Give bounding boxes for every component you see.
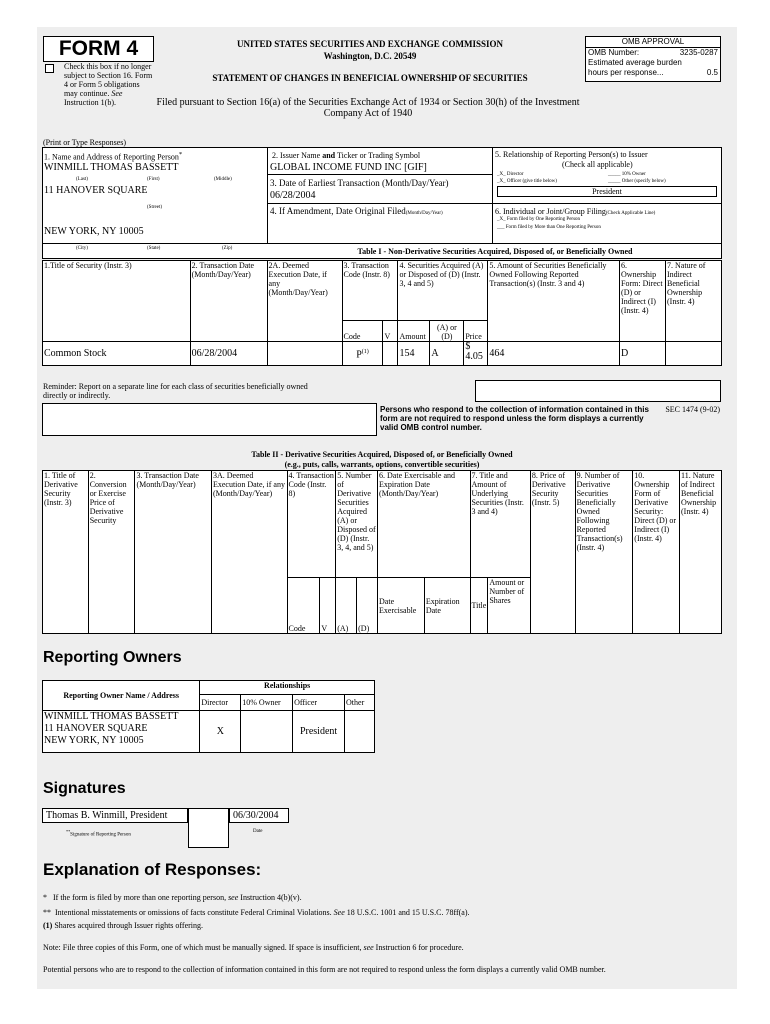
t1-form: D [620,342,666,366]
signature-name: Thomas B. Winmill, President [46,810,168,821]
t2-h-nature: 11. Nature of Indirect Beneficial Ownership (Instr. 4) [680,471,722,634]
zip-label: (Zip) [222,246,233,251]
t1-h-deemed: 2A. Deemed Execution Date, if any (Month/Day/Year) [267,261,342,342]
street-label: (Street) [147,205,162,210]
omb-number-label: OMB Number: [588,48,640,57]
t1-price: $ 4.05 [464,342,488,366]
first-label: (First) [147,177,160,182]
ro-h-10pct: 10% Owner [241,695,293,711]
t2-h-form: 10. Ownership Form of Derivative Security: Direct (D) or Indirect (I) (Instr. 4) [633,471,680,634]
ro-h-director: Director [200,695,241,711]
t2-h-underlying: 7. Title and Amount of Underlying Securities (Instr. 3 and 4) [470,471,530,578]
last-label: (Last) [76,177,88,182]
t1-security: Common Stock [43,342,191,366]
ro-h-other: Other [345,695,375,711]
t1-h-nature: 7. Nature of Indirect Beneficial Ownership (Instr. 4) [666,261,722,342]
explanation-potential: Potential persons who are to respond to the collection of information contained in this form are not required to respond unless the form displays a currently valid OMB number. [43,965,606,974]
ro-h-name: Reporting Owner Name / Address [43,681,200,711]
city-label: (City) [76,246,88,251]
amendment-label: 4. If Amendment, Date Original Filed(Month/Day/Year) [270,206,443,216]
ro-h-officer: Officer [293,695,345,711]
t2-h-title-sub: Title [470,578,488,634]
t1-deemed [267,342,342,366]
individual-filing-opt2: ___ Form filed by More than One Reporting Person [497,225,601,230]
omb-number: 3235-0287 [679,48,718,57]
no-longer-subject-checkbox[interactable] [45,64,54,73]
table2 [42,470,722,634]
t2-h-deemed: 3A. Deemed Execution Date, if any (Month/Day/Year) [211,471,287,634]
omb-title: OMB APPROVAL [586,37,720,48]
t1-h-code: 3. Transaction Code (Instr. 8) [342,261,398,321]
checkbox-text: Check this box if no longer subject to Section 16. Form 4 or Form 5 obligations may continue. See Instruction 1(b). [64,62,153,107]
t1-h-acquired: 4. Securities Acquired (A) or Disposed of (D) (Instr. 3, 4 and 5) [398,261,488,321]
t1-h-aord: (A) or (D) [430,321,464,342]
ro-h-relationships: Relationships [200,681,375,695]
agency-city: Washington, D.C. 20549 [323,51,417,61]
t1-amount: 154 [398,342,430,366]
table2-title: Table II - Derivative Securities Acquired, Disposed of, or Beneficially Owned [251,450,513,459]
ro-other [345,711,375,753]
state-label: (State) [147,246,161,251]
omb-approval-box [585,36,721,82]
individual-filing-opt1: _X_ Form filed by One Reporting Person [497,217,581,222]
t1-h-price: Price [464,321,488,342]
t1-code-footnote[interactable]: (1) [361,348,369,355]
middle-label: (Middle) [214,177,232,182]
omb-hours: 0.5 [706,68,718,77]
explanation-line-1: * If the form is filed by more than one reporting person, see Instruction 4(b)(v). [43,893,302,902]
t2-h-d: (D) [357,578,378,634]
persons-notice: Persons who respond to the collection of information contained in this form are not required to respond unless the form displays a currently valid OMB control number. [380,405,649,432]
reporting-owners-heading: Reporting Owners [43,649,182,666]
signature-spacer-box [188,808,229,848]
reporting-person-city: NEW YORK, NY 10005 [44,226,144,237]
t1-date: 06/28/2004 [190,342,267,366]
t2-h-conversion: 2. Conversion or Exercise Price of Derivative Security [88,471,135,634]
relationship-title: President [497,186,717,197]
t1-h-v: V [383,321,398,342]
relationship-other: _____ Other (specify below) [608,179,666,184]
reporting-person-street: 11 HANOVER SQUARE [44,185,148,196]
t1-aord: A [430,342,464,366]
sec-number: SEC 1474 (9-02) [665,405,720,414]
relationship-officer: _X_ Officer (give title below) [497,179,557,184]
left-blank-box [42,403,377,436]
t2-h-owned: 9. Number of Derivative Securities Beneficially Owned Following Reported Transaction(s) (Instr. 4) [575,471,633,634]
earliest-transaction-label: 3. Date of Earliest Transaction (Month/Day/Year) [270,178,449,188]
earliest-transaction-value: 06/28/2004 [270,190,316,201]
reporting-owners-table [42,680,375,753]
ro-officer: President [293,711,345,753]
table1-title: Table I - Non-Derivative Securities Acquired, Disposed of, or Beneficially Owned [357,247,633,256]
explanation-line-2: ** Intentional misstatements or omissions of facts constitute Federal Criminal Violations. See 18 U.S.C. 1001 and 15 U.S.C. 78ff(a). [43,908,470,917]
t2-h-exercisable: 6. Date Exercisable and Expiration Date (Month/Day/Year) [378,471,470,578]
t2-h-code-sub: Code [287,578,320,634]
signature-date: 06/30/2004 [233,810,279,821]
date-label: Date [253,829,263,834]
t2-h-date: 3. Transaction Date (Month/Day/Year) [135,471,212,634]
t1-h-amount: Amount [398,321,430,342]
signatures-heading: Signatures [43,780,126,797]
omb-hours-label: hours per response... [588,68,664,77]
reminder-blank-box [475,380,721,402]
t2-h-code: 4. Transaction Code (Instr. 8) [287,471,336,578]
ro-owner: WINMILL THOMAS BASSETT 11 HANOVER SQUARE NEW YORK, NY 10005 [43,711,200,753]
t1-nature [666,342,722,366]
t2-h-title: 1. Title of Derivative Security (Instr. 3) [43,471,89,634]
signature-label: **Signature of Reporting Person [66,829,131,838]
issuer-value: GLOBAL INCOME FUND INC [GIF] [270,162,427,173]
print-type-note: (Print or Type Responses) [43,138,127,147]
t1-h-code-sub: Code [342,321,383,342]
explanation-heading: Explanation of Responses: [43,860,262,879]
t1-h-owned: 5. Amount of Securities Beneficially Owned Following Reported Transaction(s) (Instr. 3 and 4) [488,261,620,342]
t2-h-date-ex: Date Exercisable [378,578,425,634]
reporting-person-label: 1. Name and Address of Reporting Person* [44,151,183,162]
filed-pursuant: Filed pursuant to Section 16(a) of the Securities Exchange Act of 1934 or Section 30(h) of the Investment Company Act of 1940 [156,97,580,119]
explanation-line-3: (1) Shares acquired through Issuer rights offering. [43,921,204,930]
ro-10pct [241,711,293,753]
relationship-director: _X_ Director [497,172,524,177]
t2-h-price: 8. Price of Derivative Security (Instr. 5) [530,471,575,634]
t1-owned: 464 [488,342,620,366]
statement-title: STATEMENT OF CHANGES IN BENEFICIAL OWNERSHIP OF SECURITIES [212,73,528,83]
omb-estimated: Estimated average burden [588,58,682,67]
form-title-box [43,36,154,62]
t1-v [383,342,398,366]
agency-name: UNITED STATES SECURITIES AND EXCHANGE COMMISSION [237,39,503,49]
t1-h-form: 6. Ownership Form: Direct (D) or Indirect (I) (Instr. 4) [620,261,666,342]
ro-director: X [200,711,241,753]
table-row [43,711,375,753]
relationship-label: 5. Relationship of Reporting Person(s) to Issuer [495,150,648,159]
t1-h-date: 2. Transaction Date (Month/Day/Year) [190,261,267,342]
t2-h-number: 5. Number of Derivative Securities Acquired (A) or Disposed of (D) (Instr. 3, 4, and 5) [336,471,378,578]
individual-filing-label: 6. Individual or Joint/Group Filing(Check Applicable Line) [495,207,656,216]
relationship-check: (Check all applicable) [562,160,633,169]
t2-h-amount-shares: Amount or Number of Shares [488,578,531,634]
relationship-10pct: _____ 10% Owner [608,172,646,177]
t2-h-expiration: Expiration Date [424,578,470,634]
form-title: FORM 4 [58,37,139,60]
issuer-label: 2. Issuer Name and Ticker or Trading Symbol [272,151,421,160]
table2-subtitle: (e.g., puts, calls, warrants, options, convertible securities) [284,460,480,469]
reminder-text: Reminder: Report on a separate line for each class of securities beneficially owned directly or indirectly. [43,382,308,400]
table-row [43,342,722,366]
t1-h-security: 1.Title of Security (Instr. 3) [43,261,191,342]
explanation-note: Note: File three copies of this Form, one of which must be manually signed. If space is insufficient, see Instruction 6 for procedure. [43,943,464,952]
table1 [42,260,722,366]
t2-h-v: V [320,578,336,634]
t2-h-a: (A) [336,578,357,634]
reporting-person-name: WINMILL THOMAS BASSETT [44,162,179,173]
t1-code: $P^{(1)}$ [342,342,383,366]
